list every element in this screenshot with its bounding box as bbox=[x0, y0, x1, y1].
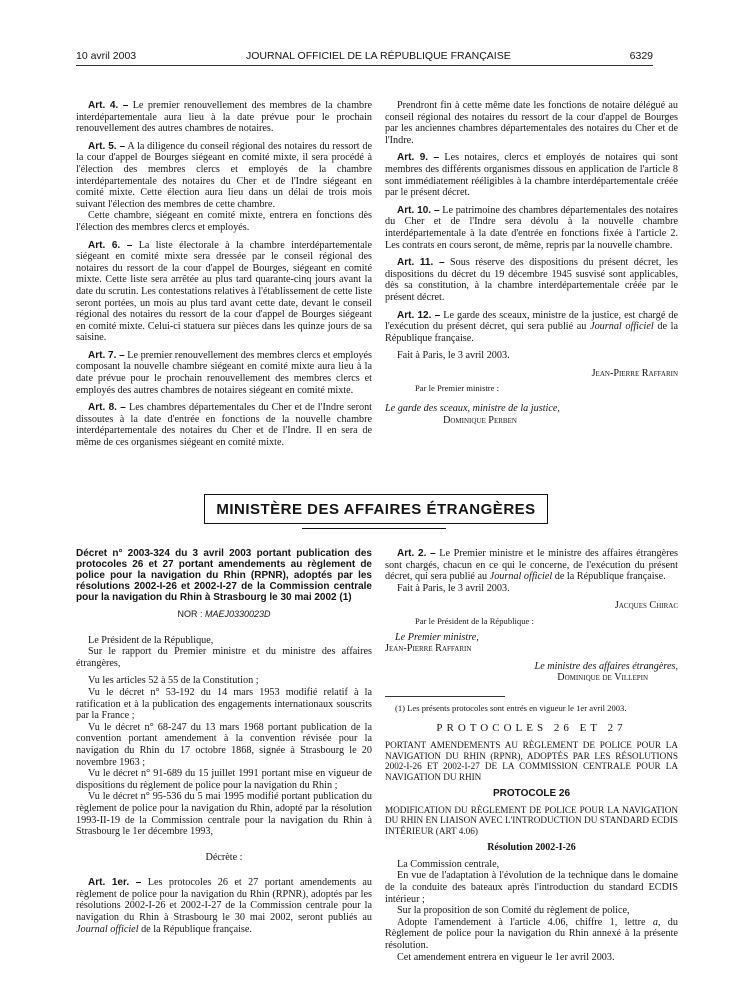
article-2: Art. 2. – Le Premier ministre et le ministre des affaires étrangères sont chargés, chacun en ce qui le concerne, de l'exécution du présent décret, qui sera publié au Journal officiel de la République française. bbox=[385, 548, 678, 583]
by-president: Par le Président de la République : bbox=[415, 615, 534, 626]
prime-minister-name: Jean-Pierre Raffarin bbox=[385, 643, 472, 655]
foreign-minister-name: Dominique de Villepin bbox=[557, 672, 648, 684]
considering-paragraph: En vue de l'adaptation à l'évolution de la technique dans le domaine de la conduite des bateaux après l'introduction du standard ECDIS intérieur ; bbox=[385, 870, 678, 905]
protocol-26-subtitle: MODIFICATION DU RÈGLEMENT DE POLICE POUR LA NAVIGATION DU RHIN EN LIAISON AVEC L'INTRODUCTION DU STANDARD ECDIS INTÉRIEUR (ART 4.06) bbox=[385, 804, 678, 836]
protocols-heading: PROTOCOLES 26 ET 27 bbox=[436, 721, 627, 734]
ministry-banner: MINISTÈRE DES AFFAIRES ÉTRANGÈRES bbox=[204, 494, 548, 524]
article-5-paragraph-2: Cette chambre, siégeant en comité mixte, entrera en fonctions dès l'élection des membres clercs et employés. bbox=[76, 210, 372, 233]
top-left-column bbox=[76, 100, 372, 455]
in-force-line: Cet amendement entrera en vigueur le 1er avril 2003. bbox=[397, 951, 615, 963]
footnote: (1) Les présents protocoles sont entrés en vigueur le 1er avril 2003. bbox=[395, 702, 627, 713]
article-6: Art. 6. – La liste électorale à la chambre interdépartementale siégeant en comité mixte sera dressée par le conseil régional des notaires du ressort de la cour d'appel de Bourges, siégeant en comité mixte. Cette liste sera arrêtée au plus tard quarante-cinq jours avant la date du scrutin. Les contestations relatives à l'établissement de cette liste seront portées, un mois au plus tard avant cette date, devant le conseil régional des notaires du ressort de la cour d'appel de Bourges siégeant en comité mixte. Celui-ci statuera sur pièces dans les quinze jours de sa saisine. bbox=[76, 239, 373, 344]
header-rule bbox=[76, 65, 653, 66]
article-10: Art. 10. – Le patrimoine des chambres départementales des notaires du Cher et de l'Indre sera dévolu à la nouvelle chambre interdépartementale à la date d'entrée en fonctions fixée à l'article 2. Les contrats en cours seront, de même, repris par la nouvelle chambre. bbox=[385, 204, 678, 251]
signature-date: Fait à Paris, le 3 avril 2003. bbox=[397, 350, 510, 362]
signer-name: Jean-Pierre Raffarin bbox=[591, 367, 678, 379]
foreign-minister-title: Le ministre des affaires étrangères, bbox=[534, 660, 678, 672]
top-right-column bbox=[385, 100, 678, 426]
bottom-left-column bbox=[76, 548, 372, 941]
protocols-subtitle: PORTANT AMENDEMENTS AU RÈGLEMENT DE POLICE POUR LA NAVIGATION DU RHIN (RPNR), ADOPTÉS PAR LES RÉSOLUTIONS 2002-I-26 ET 2002-I-27 DE LA COMMISSION CENTRALE POUR LA NAVIGATION DU RHIN bbox=[385, 740, 678, 782]
resolution-heading: Résolution 2002-I-26 bbox=[487, 842, 576, 854]
proposal-line: Sur la proposition de son Comité du règlement de police, bbox=[397, 905, 630, 917]
president-line: Le Président de la République, bbox=[88, 634, 214, 646]
header-journal-title: JOURNAL OFFICIEL DE LA RÉPUBLIQUE FRANÇAISE bbox=[246, 50, 511, 62]
report-line: Sur le rapport du Premier ministre et du ministre des affaires étrangères, bbox=[76, 646, 372, 669]
by-prime-minister: Par le Premier ministre : bbox=[415, 383, 500, 394]
end-of-functions-paragraph: Prendront fin à cette même date les fonctions de notaire délégué au conseil régional des notaires du ressort de la cour d'appel de Bourges par les anciennes chambres départementales des notaires du Cher et de l'Indre. bbox=[385, 100, 678, 146]
signature-date-2: Fait à Paris, le 3 avril 2003. bbox=[397, 582, 510, 594]
header-date: 10 avril 2003 bbox=[76, 50, 137, 62]
article-11: Art. 11. – Sous réserve des dispositions du présent décret, les dispositions du décret du 19 décembre 1945 susvisé sont applicables, dès sa constitution, à la chambre interdépartementale créée par le présent décret. bbox=[385, 257, 679, 303]
adopts-paragraph: Adopte l'amendement à l'article 4.06, chiffre 1, lettre a, du Règlement de police pour la navigation du Rhin annexé à la présente résolution. bbox=[385, 916, 678, 951]
commission-line: La Commission centrale, bbox=[397, 858, 500, 870]
minister-justice-name: Dominique Perben bbox=[443, 414, 517, 426]
visa-decree-1968: Vu le décret n° 68-247 du 13 mars 1968 portant publication de la convention portant amendement à la convention révisée pour la navigation du Rhin du 17 octobre 1868, signée à Strasbourg le 20 novembre 1963 ; bbox=[76, 721, 372, 768]
article-7: Art. 7. – Le premier renouvellement des membres clercs et employés composant la nouvelle chambre siégeant en comité mixte aura lieu à la date prévue pour le prochain renouvellement des membres clercs et employés des autres chambres de notaires siégeant en comité mixte. bbox=[76, 349, 373, 396]
article-1: Art. 1er. – Les protocoles 26 et 27 portant amendements au règlement de police pour la navigation du Rhin (RPNR), adoptés par les résolutions 2002-I-26 et 2002-I-27 de la Commission centrale pour la navigation du Rhin à Strasbourg le 30 mai 2002, seront publiés au Journal officiel de la République française. bbox=[76, 877, 373, 935]
bottom-right-column bbox=[385, 548, 678, 963]
article-12: Art. 12. – Le garde des sceaux, ministre de la justice, est chargé de l'exécution du présent décret, qui sera publié au Journal officiel de la République française. bbox=[385, 309, 678, 344]
visa-decree-1991: Vu le décret n° 91-689 du 15 juillet 1991 portant mise en vigueur de dispositions du règlement de police pour la navigation du Rhin ; bbox=[76, 768, 372, 791]
minister-justice-title: Le garde des sceaux, ministre de la justice, bbox=[385, 403, 560, 415]
decrete-line: Décrète : bbox=[205, 851, 243, 863]
article-8: Art. 8. – Les chambres départementales du Cher et de l'Indre seront dissoutes à la date d'entrée en fonctions de la nouvelle chambre interdépartementale des notaires du Cher et de l'Indre. Il en sera de même de ces organismes siégeant en comité mixte. bbox=[76, 402, 372, 449]
prime-minister-title: Le Premier ministre, bbox=[395, 631, 479, 643]
ministry-banner-rule bbox=[302, 528, 446, 529]
footnote-rule bbox=[385, 696, 505, 697]
article-9: Art. 9. – Les notaires, clercs et employés de notaires qui sont membres des différents organismes dissous en application de l'article 8 sont immédiatement rééligibles à la chambre interdépartementale créée par le présent décret. bbox=[385, 152, 678, 199]
protocol-26-heading: PROTOCOLE 26 bbox=[492, 788, 571, 800]
nor-reference: NOR : MAEJ0330023D bbox=[177, 609, 271, 619]
article-4: Art. 4. – Le premier renouvellement des membres de la chambre interdépartementale aura lieu à la date prévue pour le prochain renouvellement des autres chambres de notaires. bbox=[76, 100, 373, 135]
visa-decree-1953: Vu le décret n° 53-192 du 14 mars 1953 modifié relatif à la ratification et à la publication des engagements internationaux souscrits par la France ; bbox=[76, 686, 372, 722]
visa-constitution: Vu les articles 52 à 55 de la Constitution ; bbox=[88, 675, 259, 687]
decree-title: Décret n° 2003-324 du 3 avril 2003 portant publication des protocoles 26 et 27 portant amendements au règlement de police pour la navigation du Rhin (RPNR), adoptés par les résolutions 2002-I-26 et 2002-I-27 de la Commission centrale pour la navigation du Rhin à Strasbourg le 30 mai 2002 (1) bbox=[76, 548, 372, 603]
president-signer: Jacques Chirac bbox=[614, 600, 678, 612]
article-5: Art. 5. – A la diligence du conseil régional des notaires du ressort de la cour d'appel de Bourges siégeant en comité mixte, il sera procédé à l'élection des membres clercs et employés de la chambre interdépartementale des notaires du Cher et de l'Indre siégeant en comité mixte. Cette élection aura lieu dans un délai de trois mois suivant l'élection des membres de cette chambre. bbox=[76, 140, 373, 210]
header-page-number: 6329 bbox=[629, 50, 653, 62]
visa-decree-1995: Vu le décret n° 95-536 du 5 mai 1995 modifié portant publication du règlement de police pour la navigation du Rhin, adopté par la résolution 1993-II-19 de la Commission centrale pour la navigation du Rhin à Strasbourg le 1er décembre 1993, bbox=[76, 791, 372, 838]
